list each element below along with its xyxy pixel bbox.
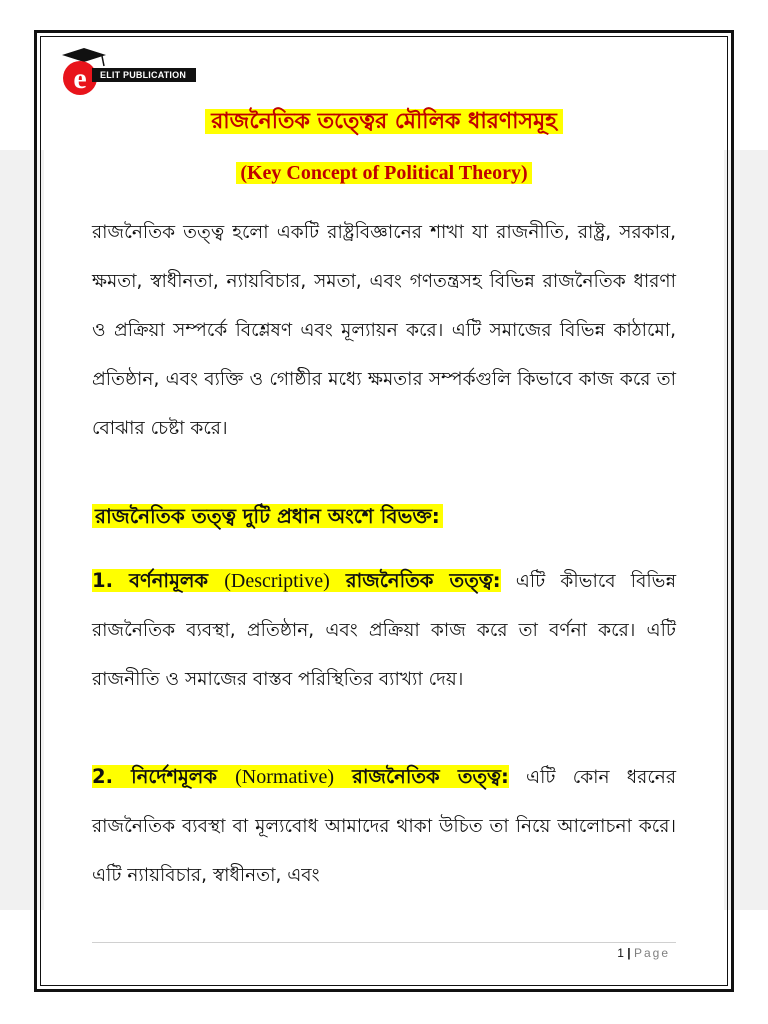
item-body: এটি কীভাবে বিভিন্ন রাজনৈতিক ব্যবস্থা, প্রতিষ্ঠান, এবং প্রক্রিয়া কাজ করে তা বর্ণনা করে। এটি রাজনীতি ও সমাজের বাস্তব পরিস্থিতির ব্যাখ্যা দেয়। — [92, 571, 677, 690]
document-page — [44, 40, 724, 982]
section-heading-row — [92, 502, 443, 535]
document-title: রাজনৈতিক তত্ত্বের মৌলিক ধারণাসমূহ — [205, 109, 563, 134]
page-number: 1 — [617, 946, 624, 960]
footer-separator: | — [627, 946, 631, 960]
page-label: Page — [633, 946, 670, 960]
item-number: 1. — [92, 569, 130, 592]
document-subtitle: (Key Concept of Political Theory) — [236, 162, 531, 184]
intro-paragraph: রাজনৈতিক তত্ত্ব হলো একটি রাষ্ট্রবিজ্ঞানের শাখা যা রাজনীতি, রাষ্ট্র, সরকার, ক্ষমতা, স্বাধীনতা, ন্যায়বিচার, সমতা, এবং গণতন্ত্রসহ বিভিন্ন রাজনৈতিক ধারণা ও প্রক্রিয়া সম্পর্কে বিশ্লেষণ এবং মূল্যায়ন করে। এটি সমাজের বিভিন্ন কাঠামো, প্রতিষ্ঠান, এবং ব্যক্তি ও গোষ্ঠীর মধ্যে ক্ষমতার সম্পর্কগুলি কিভাবে কাজ করে তা বোঝার চেষ্টা করে। — [92, 222, 676, 439]
document-subtitle-row — [44, 162, 724, 185]
document-title-row — [44, 104, 724, 141]
item-normative — [92, 752, 676, 900]
item-descriptive-heading — [92, 569, 501, 592]
item-suffix: রাজনৈতিক তত্ত্ব: — [352, 765, 509, 788]
item-term-english: (Descriptive) — [224, 570, 330, 592]
elit-publication-logo — [54, 46, 224, 98]
item-suffix: রাজনৈতিক তত্ত্ব: — [345, 569, 501, 592]
item-term-english: (Normative) — [235, 766, 334, 788]
section-heading: রাজনৈতিক তত্ত্ব দুটি প্রধান অংশে বিভক্ত: — [92, 504, 443, 528]
item-term: নির্দেশমূলক — [131, 765, 217, 788]
item-normative-heading — [92, 765, 509, 788]
item-number: 2. — [92, 765, 132, 788]
logo-letter: e — [73, 62, 87, 95]
item-term: বর্ণনামূলক — [129, 569, 209, 592]
item-body: এটি কোন ধরনের রাজনৈতিক ব্যবস্থা বা মূল্যবোধ আমাদের থাকা উচিত তা নিয়ে আলোচনা করে। এটি ন্যায়বিচার, স্বাধীনতা, এবং — [92, 767, 677, 886]
page-footer — [617, 946, 670, 960]
footer-divider — [92, 942, 676, 943]
item-descriptive — [92, 556, 676, 704]
logo-tagline: ELIT PUBLICATION — [92, 68, 196, 82]
